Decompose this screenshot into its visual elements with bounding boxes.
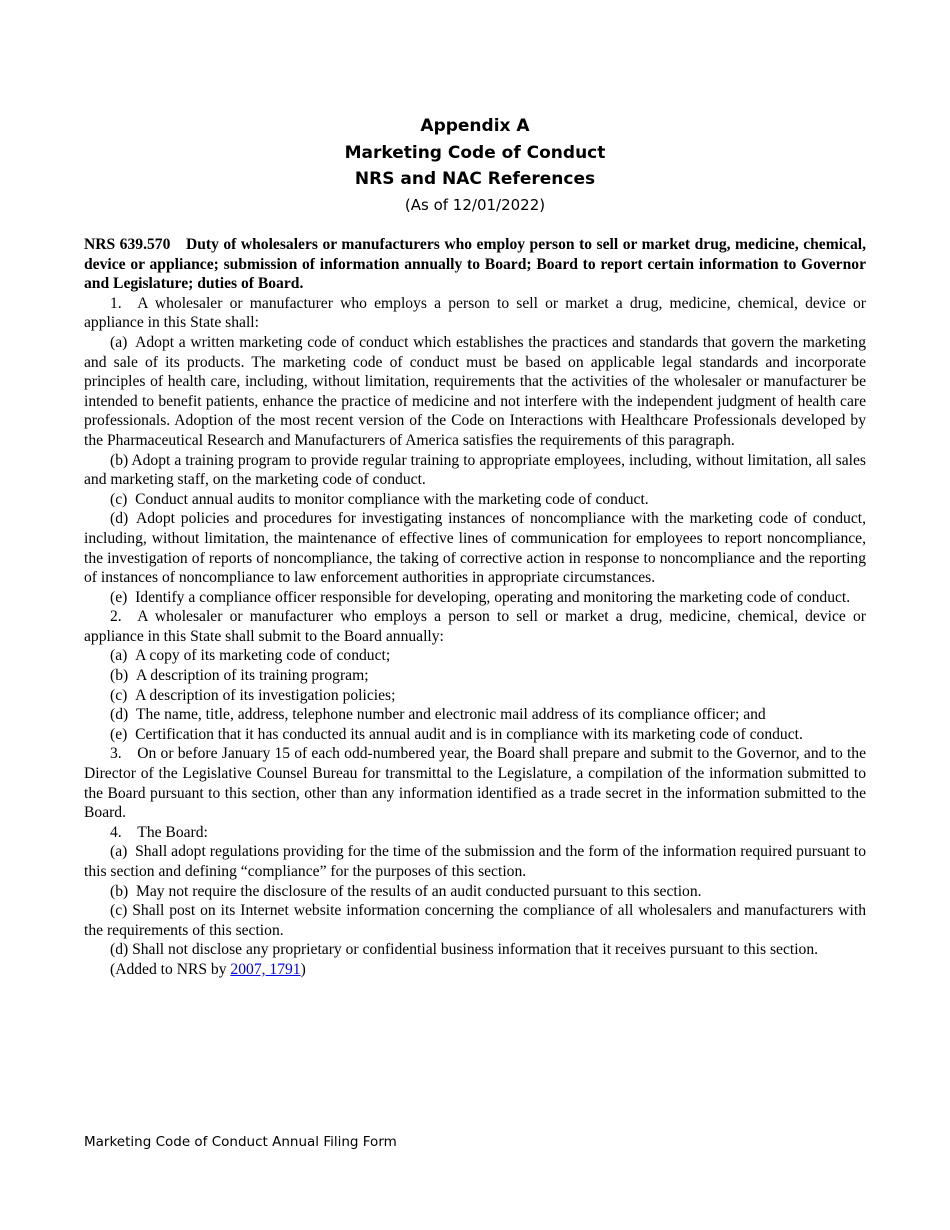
section-heading xyxy=(84,235,866,294)
statute-paragraph: (d) The name, title, address, telephone number and electronic mail address of its compliance officer; and xyxy=(110,706,766,724)
statute-paragraph: 1. A wholesaler or manufacturer who employs a person to sell or market a drug, medicine, chemical, device or appliance in this State shall: xyxy=(84,294,866,332)
history-suffix: ) xyxy=(300,960,306,978)
as-of-date: (As of 12/01/2022) xyxy=(404,195,546,214)
section-history xyxy=(84,960,866,980)
statute-paragraph: 3. On or before January 15 of each odd-numbered year, the Board shall prepare and submit to the Governor, and to the Director of the Legislative Counsel Bureau for transmittal to the Legislature, a compilation of the information submitted to the Board pursuant to this section, other than any information identified as a trade secret in the information submitted to the Board. xyxy=(84,745,866,822)
statute-paragraph: (b) A description of its training program; xyxy=(110,667,369,685)
statute-paragraph: (c) A description of its investigation policies; xyxy=(110,686,396,704)
statute-paragraph: (d) Adopt policies and procedures for investigating instances of noncompliance with the marketing code of conduct, including, without limitation, the maintenance of effective lines of communication for employees to report noncompliance, the investigation of reports of noncompliance, the taking of corrective action in response to noncompliance and the reporting of instances of noncompliance to law enforcement authorities in appropriate circumstances. xyxy=(84,510,866,587)
statute-paragraph: (b) May not require the disclosure of the results of an audit conducted pursuant to this section. xyxy=(110,882,702,900)
statute-body xyxy=(84,235,866,980)
section-paragraphs xyxy=(84,294,866,960)
document-header xyxy=(0,113,950,217)
statute-paragraph: (a) Adopt a written marketing code of conduct which establishes the practices and standards that govern the marketing and sale of its products. The marketing code of conduct must be based on applicable legal standards and incorporate principles of health care, including, without limitation, requirements that the activities of the wholesaler or manufacturer be intended to benefit patients, enhance the practice of medicine and not interfere with the independent judgment of health care professionals. Adoption of the most recent version of the Code on Interactions with Healthcare Professionals developed by the Pharmaceutical Research and Manufacturers of America satisfies the requirements of this paragraph. xyxy=(84,333,866,449)
references-title: NRS and NAC References xyxy=(354,169,596,189)
statute-paragraph: 2. A wholesaler or manufacturer who employs a person to sell or market a drug, medicine, chemical, device or appliance in this State shall submit to the Board annually: xyxy=(84,608,866,645)
statute-paragraph: (b) Adopt a training program to provide regular training to appropriate employees, including, without limitation, all sales and marketing staff, on the marketing code of conduct. xyxy=(84,451,866,489)
appendix-title: Appendix A xyxy=(420,116,530,136)
section-title: Duty of wholesalers or manufacturers who employ person to sell or market drug, medicine, chemical, device or appliance; submission of information annually to Board; Board to report certain information to Governor and Legislature; duties of Board. xyxy=(84,236,866,293)
statute-paragraph: (a) Shall adopt regulations providing for the time of the submission and the form of the information required pursuant to this section and defining “compliance” for the purposes of this section. xyxy=(84,843,866,880)
statute-paragraph: (e) Certification that it has conducted its annual audit and is in compliance with its marketing code of conduct. xyxy=(110,725,803,743)
code-title: Marketing Code of Conduct xyxy=(344,142,606,163)
statute-paragraph: 4. The Board: xyxy=(110,823,208,841)
section-number: NRS 639.570 xyxy=(84,236,171,253)
page-footer: Marketing Code of Conduct Annual Filing Form xyxy=(84,1134,397,1150)
statute-paragraph: (d) Shall not disclose any proprietary or confidential business information that it receives pursuant to this section. xyxy=(110,941,819,959)
statute-link[interactable]: 2007, 1791 xyxy=(230,960,301,978)
statute-paragraph: (e) Identify a compliance officer responsible for developing, operating and monitoring the marketing code of conduct. xyxy=(110,588,851,606)
statute-paragraph: (c) Shall post on its Internet website information concerning the compliance of all wholesalers and manufacturers with the requirements of this section. xyxy=(84,902,866,939)
history-prefix: (Added to NRS by xyxy=(110,960,231,978)
statute-paragraph: (a) A copy of its marketing code of conduct; xyxy=(110,647,391,665)
statute-paragraph: (c) Conduct annual audits to monitor compliance with the marketing code of conduct. xyxy=(110,490,649,508)
